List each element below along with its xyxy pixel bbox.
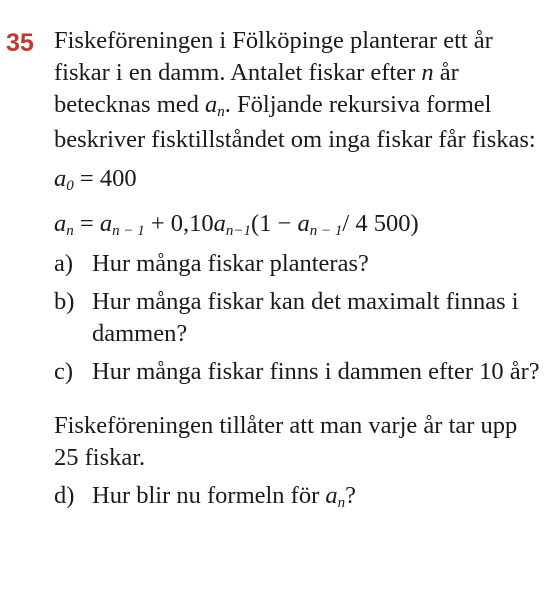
formula-recursive-equals: =: [73, 210, 100, 237]
intro-text-2: år betecknas med: [54, 59, 459, 118]
question-text: Hur många fiskar planteras?: [92, 250, 369, 277]
question-d-end: ?: [345, 482, 356, 509]
question-d-text: Hur blir nu formeln för: [92, 482, 326, 509]
problem-body: [54, 25, 544, 521]
formula-term-1-subscript: n − 1: [112, 223, 145, 239]
question-c: [54, 356, 544, 388]
question-letter: d): [54, 482, 75, 509]
formula-paren-open: (1 −: [251, 210, 298, 237]
intro-variable-a-subscript: n: [217, 104, 225, 120]
question-text: Hur många fiskar kan det maximalt finnas i dammen?: [92, 288, 519, 347]
question-text: [92, 480, 544, 515]
second-paragraph: Fiskeföreningen tillåter att man varje år tar upp 25 fiskar.: [54, 412, 518, 471]
question-d-variable: a: [325, 482, 338, 509]
formula-term-2: a: [213, 210, 226, 237]
formula-initial: [54, 160, 544, 201]
question-list: [54, 248, 544, 388]
question-d-variable-subscript: n: [337, 495, 346, 511]
intro-variable-a: a: [205, 91, 218, 118]
formula-tail: / 4 500): [342, 210, 419, 237]
formula-term-1: a: [99, 210, 113, 237]
formula-recursive-lhs: a: [54, 210, 67, 237]
formula-term-3: a: [297, 210, 310, 237]
formula-term-3-subscript: n − 1: [309, 223, 343, 239]
formula-initial-lhs: a: [54, 165, 67, 192]
formula-initial-lhs-subscript: 0: [66, 178, 74, 194]
question-letter: b): [54, 288, 75, 315]
formula-term-2-subscript: n−1: [225, 223, 252, 239]
question-b: [54, 286, 544, 350]
question-d: [54, 480, 544, 515]
formula-recursive-lhs-subscript: n: [66, 223, 74, 239]
question-letter: a): [54, 250, 74, 277]
question-a: [54, 248, 544, 280]
intro-variable-n: n: [421, 59, 434, 86]
formula-recursive: [54, 205, 544, 246]
problem-intro: [54, 25, 544, 156]
formula-plus-coefficient: + 0,10: [144, 210, 214, 237]
formula-initial-rhs: = 400: [73, 165, 137, 192]
question-letter: c): [54, 358, 74, 385]
problem-number: 35: [6, 29, 34, 57]
intro-text-3: . Följande rekursiva formel beskriver fisktillståndet om inga fiskar får fiskas:: [54, 91, 536, 153]
intro-text-1: Fiskeföreningen i Fölköpinge planterar ett år fiskar i en damm. Antalet fiskar efter: [54, 27, 493, 86]
question-text: Hur många fiskar finns i dammen efter 10 år?: [92, 358, 540, 385]
